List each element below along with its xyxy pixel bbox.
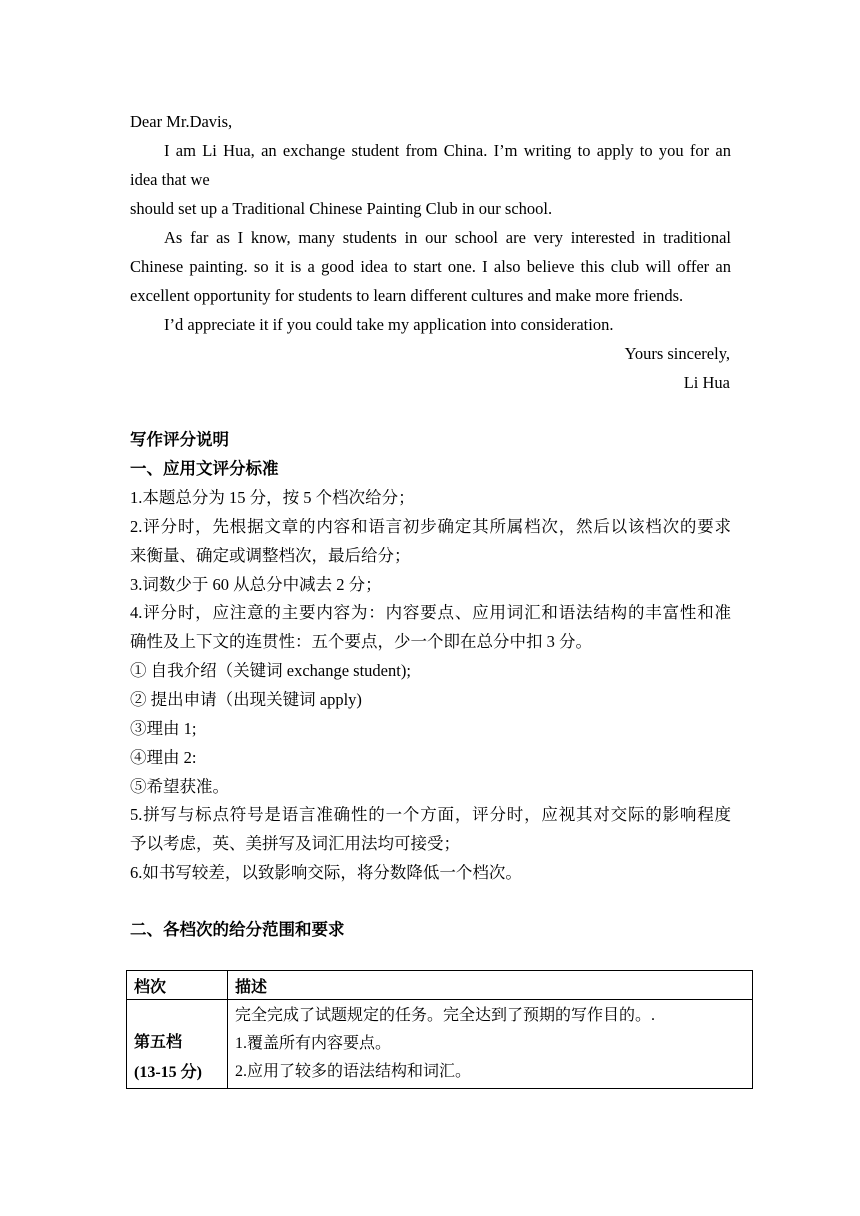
rubric-item-3: 3.词数少于 60 从总分中减去 2 分； bbox=[130, 575, 382, 594]
rubric-point-1: ① 自我介绍（关键词 exchange student); bbox=[130, 661, 411, 680]
letter-paragraph-2-line-2: Chinese painting. so it is a good idea to start one. I also believe this club will offer an bbox=[130, 257, 731, 276]
rubric-point-4: ④理由 2: bbox=[130, 748, 197, 767]
letter-paragraph-2-line-3: excellent opportunity for students to learn different cultures and make more friends. bbox=[130, 286, 684, 305]
table-header-row bbox=[127, 971, 753, 1000]
level-cell bbox=[127, 1000, 228, 1089]
letter-paragraph-1-line-3: should set up a Traditional Chinese Painting Club in our school. bbox=[130, 199, 553, 218]
description-line-3: 2.应用了较多的语法结构和词汇。 bbox=[235, 1063, 472, 1080]
rubric-item-2-line-1: 2.评分时，先根据文章的内容和语言初步确定其所属档次，然后以该档次的要求 bbox=[130, 517, 731, 536]
rubric-item-4-line-2: 确性及上下文的连贯性：五个要点，少一个即在总分中扣 3 分。 bbox=[130, 632, 592, 651]
rubric-item-1: 1.本题总分为 15 分，按 5 个档次给分； bbox=[130, 488, 415, 507]
letter-closing: Yours sincerely, bbox=[624, 344, 730, 363]
description-line-2: 1.覆盖所有内容要点。 bbox=[235, 1035, 392, 1052]
letter-paragraph-1-line-2: idea that we bbox=[130, 170, 210, 189]
letter-salutation: Dear Mr.Davis, bbox=[130, 112, 233, 131]
rubric-point-2: ② 提出申请（出现关键词 apply) bbox=[130, 690, 362, 709]
rubric-section-1-heading: 一、应用文评分标准 bbox=[130, 459, 279, 478]
level-range: (13-15 分) bbox=[134, 1064, 202, 1081]
letter-paragraph-2-line-1: As far as I know, many students in our school are very interested in traditional bbox=[164, 228, 731, 247]
rubric-item-5-line-2: 予以考虑，英、美拼写及词汇用法均可接受； bbox=[130, 834, 460, 853]
rubric-item-4-line-1: 4.评分时，应注意的主要内容为：内容要点、应用词汇和语法结构的丰富性和准 bbox=[130, 603, 731, 622]
letter-signature: Li Hua bbox=[683, 373, 730, 392]
rubric-item-6: 6.如书写较差，以致影响交际，将分数降低一个档次。 bbox=[130, 863, 522, 882]
level-name: 第五档 bbox=[134, 1034, 183, 1051]
rubric-point-5: ⑤希望获准。 bbox=[130, 777, 229, 796]
rubric-title: 写作评分说明 bbox=[130, 430, 229, 449]
description-line-1: 完全完成了试题规定的任务。完全达到了预期的写作目的。. bbox=[235, 1007, 656, 1024]
rubric-section-2-heading: 二、各档次的给分范围和要求 bbox=[130, 920, 345, 939]
table-row bbox=[127, 1000, 753, 1089]
rubric-point-3: ③理由 1; bbox=[130, 719, 197, 738]
header-description: 描述 bbox=[228, 971, 753, 1000]
rubric-item-5-line-1: 5.拼写与标点符号是语言准确性的一个方面，评分时，应视其对交际的影响程度 bbox=[130, 805, 731, 824]
header-level: 档次 bbox=[127, 971, 228, 1000]
letter-paragraph-3: I’d appreciate it if you could take my application into consideration. bbox=[164, 315, 614, 334]
grade-table bbox=[126, 970, 753, 1089]
description-cell bbox=[228, 1000, 753, 1089]
rubric-item-2-line-2: 来衡量、确定或调整档次，最后给分； bbox=[130, 546, 411, 565]
letter-paragraph-1-line-1: I am Li Hua, an exchange student from China. I’m writing to apply to you for an bbox=[164, 141, 731, 160]
